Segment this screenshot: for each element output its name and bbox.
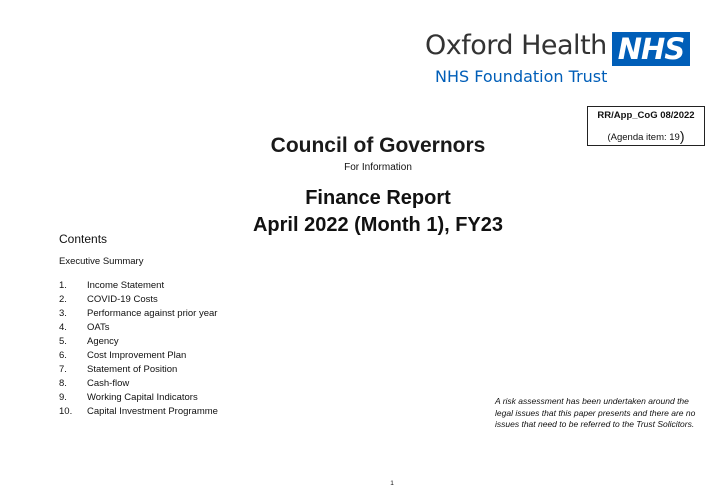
contents-item-label: COVID-19 Costs (87, 294, 158, 305)
nhs-logo-mark: NHS (612, 32, 690, 66)
report-title-block (0, 185, 720, 239)
contents-item-number: 9. (59, 392, 67, 403)
contents-item-label: Statement of Position (87, 364, 178, 375)
contents-item-number: 4. (59, 322, 67, 333)
contents-item-label: Cash-flow (87, 378, 130, 389)
reference-code: RR/App_CoG 08/2022 (597, 110, 695, 121)
risk-assessment-note: A risk assessment has been undertaken around the legal issues that this paper presents and there are no issues that need to be referred to the Trust Solicitors. (495, 396, 696, 429)
contents-item-label: Income Statement (87, 280, 165, 291)
contents-heading: Contents (59, 232, 108, 246)
contents-item-label: Agency (87, 336, 119, 347)
contents-item (59, 307, 218, 321)
contents-item (59, 377, 218, 391)
contents-item (59, 335, 218, 349)
contents-item (59, 279, 218, 293)
report-period: April 2022 (Month 1), FY23 (252, 214, 504, 236)
agenda-item-text: (Agenda item: 19 (607, 132, 680, 143)
meeting-title: Council of Governors (270, 134, 486, 157)
contents-item (59, 363, 218, 377)
contents-item-number: 2. (59, 294, 67, 305)
contents-item-number: 1. (59, 280, 67, 291)
report-title: Finance Report (305, 187, 451, 209)
contents-item-label: OATs (87, 322, 110, 333)
logo-trust-name: NHS Foundation Trust (435, 67, 608, 86)
contents-item-label: Capital Investment Programme (87, 406, 218, 417)
contents-item-number: 6. (59, 350, 67, 361)
contents-item-number: 10. (59, 406, 73, 417)
agenda-item-close: ) (679, 128, 685, 144)
executive-summary-link: Executive Summary (59, 256, 144, 267)
contents-item (59, 405, 218, 419)
page-number: 1 (390, 480, 394, 487)
contents-item-label: Cost Improvement Plan (87, 350, 187, 361)
meeting-purpose: For Information (344, 162, 412, 173)
contents-item-number: 8. (59, 378, 67, 389)
logo-org-name: Oxford Health (425, 30, 607, 61)
contents-item-number: 5. (59, 336, 67, 347)
contents-item-number: 7. (59, 364, 67, 375)
contents-item-label: Working Capital Indicators (87, 392, 198, 403)
contents-item (59, 391, 218, 405)
contents-item (59, 349, 218, 363)
contents-item (59, 293, 218, 307)
contents-item (59, 321, 218, 335)
contents-item-number: 3. (59, 308, 67, 319)
organisation-logo (425, 30, 608, 87)
contents-list (59, 279, 218, 419)
contents-item-label: Performance against prior year (87, 308, 218, 319)
